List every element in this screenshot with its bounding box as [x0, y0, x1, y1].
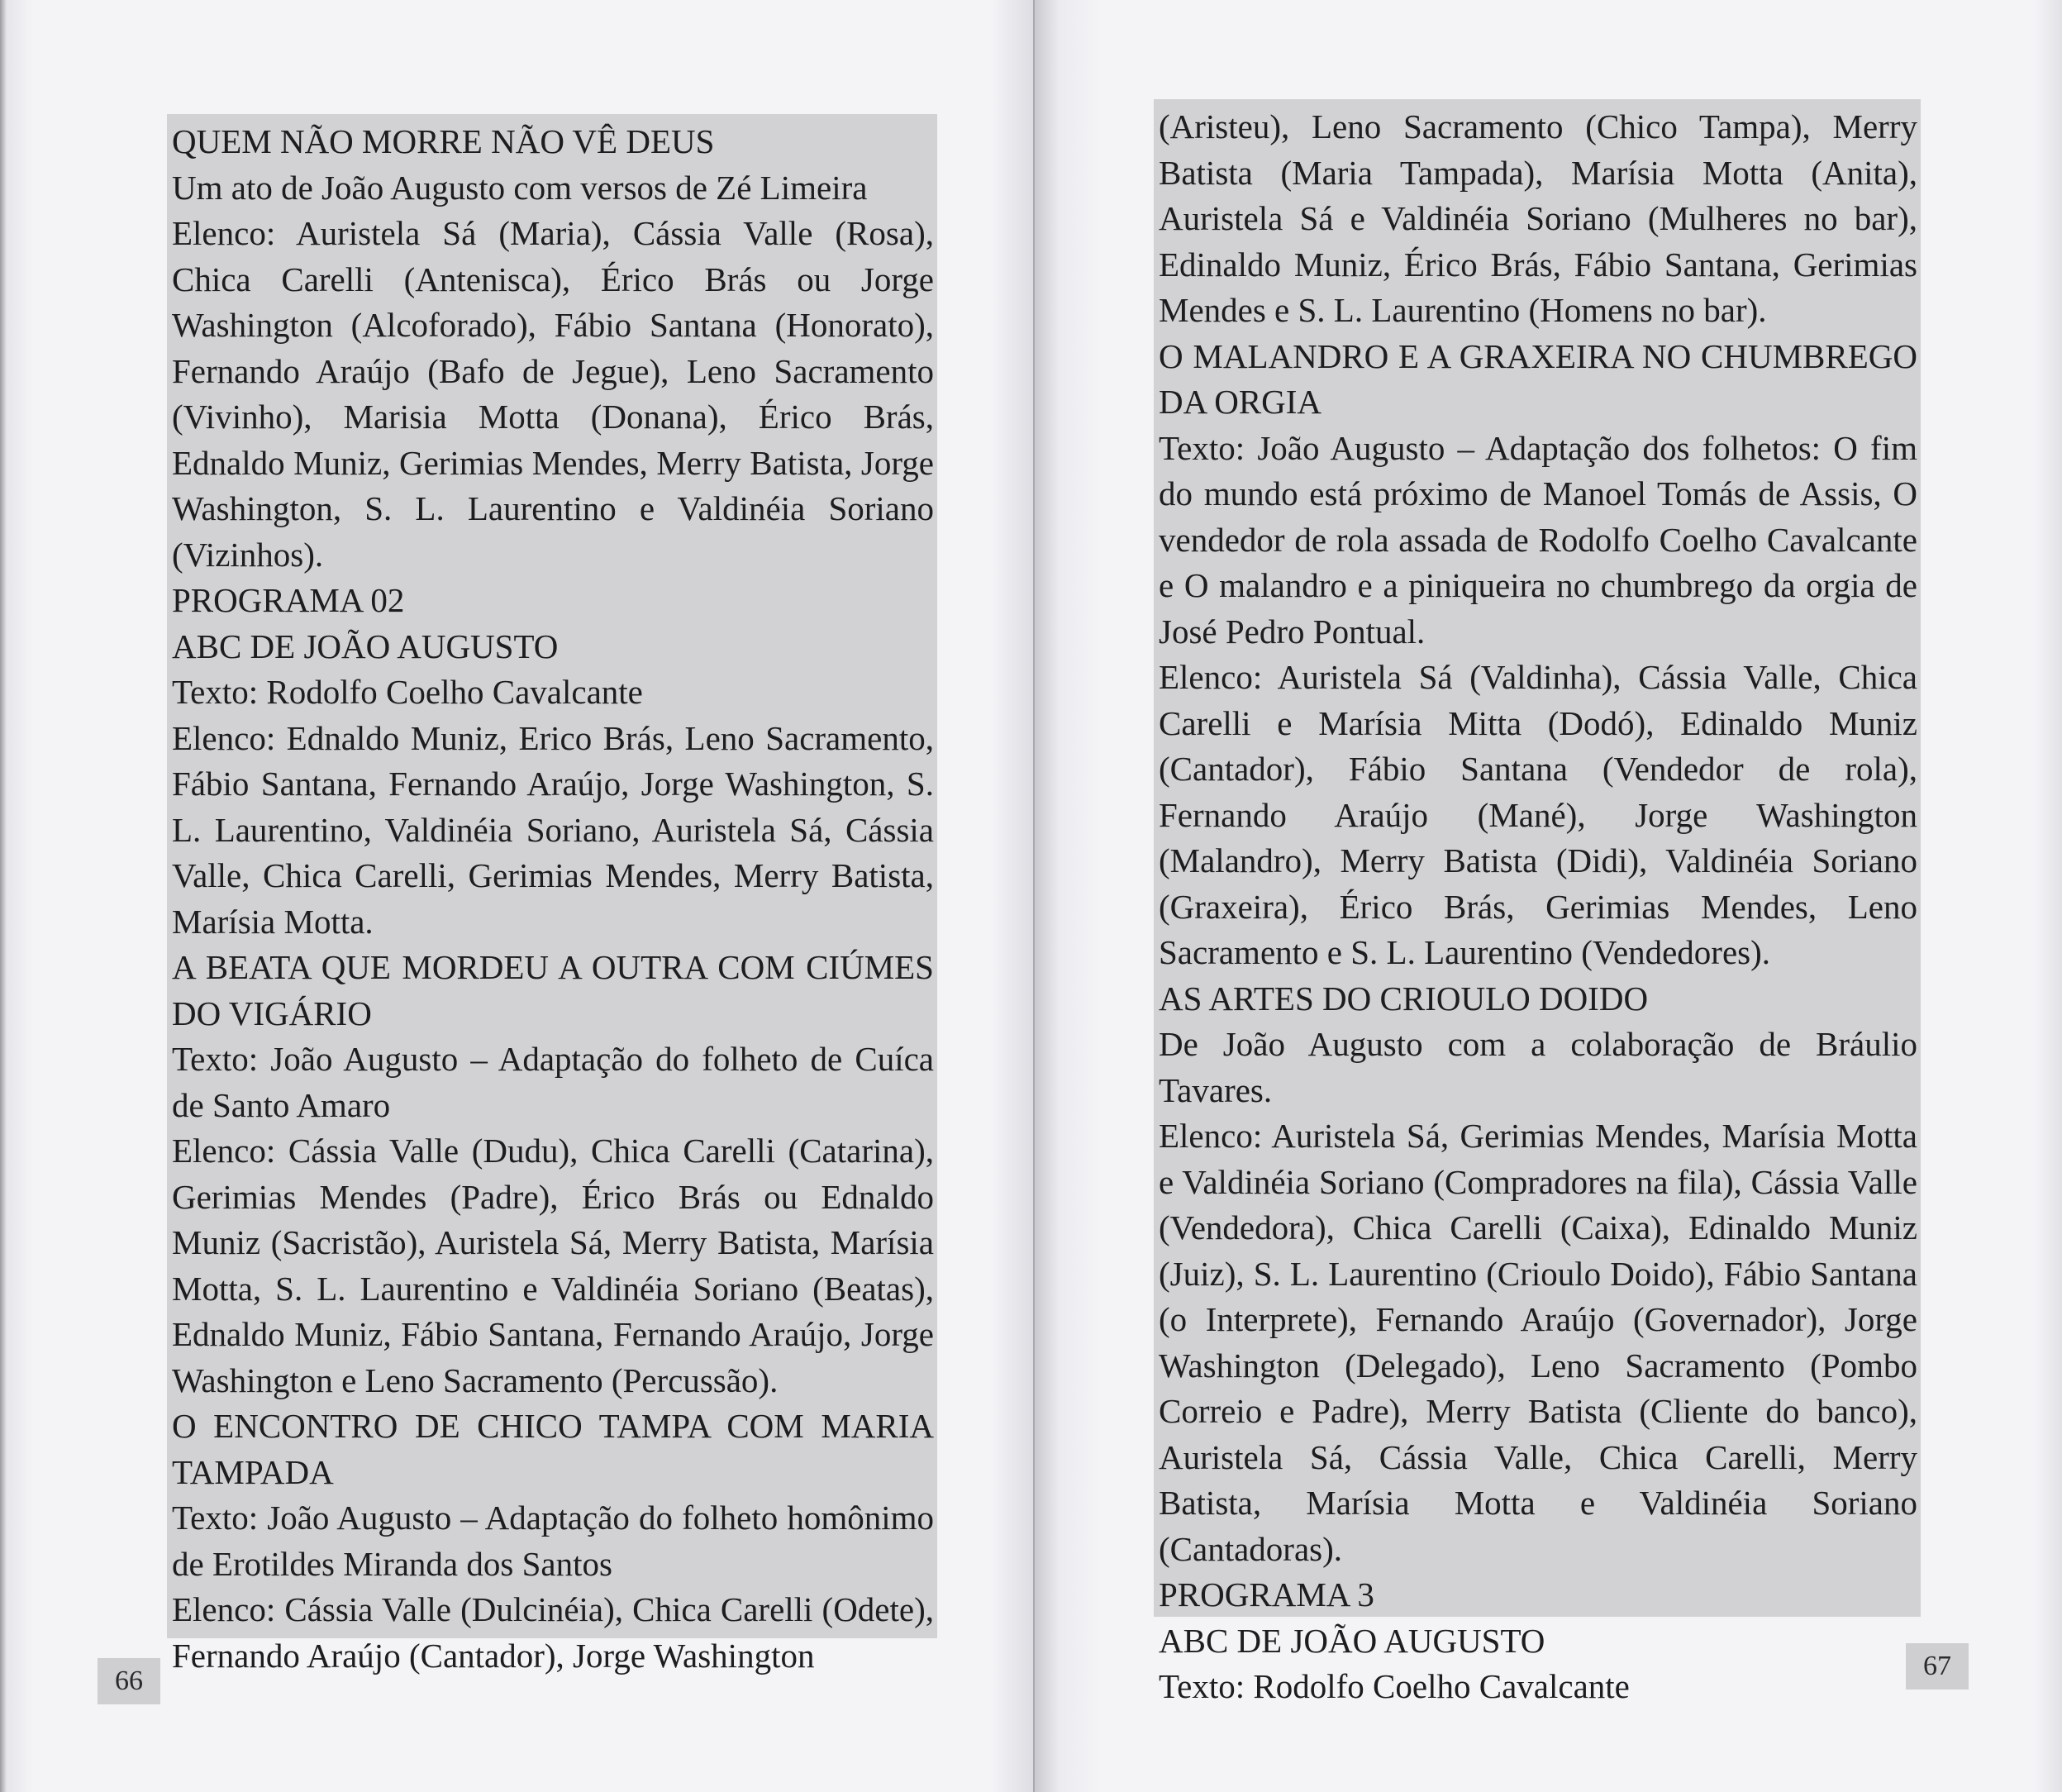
right-page [1035, 0, 2062, 1792]
play-credit: Texto: Rodolfo Coelho Cavalcante [1159, 1667, 1630, 1705]
play-title: O MALANDRO E A GRAXEIRA NO CHUMBREGO DA ORGIA [1159, 336, 1917, 421]
cast-list: Elenco: Cássia Valle (Dudu), Chica Carelli (Catarina), Gerimias Mendes (Padre), Érico Brás ou Ednaldo Muniz (Sacristão), Auristela Sá, Merry Batista, Marísia Motta, S. L. Laurentino e Valdinéia Soriano (Beatas), Ednaldo Muniz, Fábio Santana, Fernando Araújo, Jorge Washington e Leno Sacramento (Percussão). [172, 1132, 934, 1399]
cast-list: Elenco: Cássia Valle (Dulcinéia), Chica Carelli (Odete), Fernando Araújo (Cantador), Jorge Washington [172, 1590, 934, 1675]
play-title: ABC DE JOÃO AUGUSTO [172, 627, 559, 665]
page-number-right: 67 [1906, 1643, 1969, 1690]
play-title: AS ARTES DO CRIOULO DOIDO [1159, 979, 1649, 1018]
play-title: QUEM NÃO MORRE NÃO VÊ DEUS [172, 122, 715, 160]
play-title: A BEATA QUE MORDEU A OUTRA COM CIÚMES DO VIGÁRIO [172, 948, 934, 1032]
cast-list: Elenco: Ednaldo Muniz, Erico Brás, Leno Sacramento, Fábio Santana, Fernando Araújo, Jorge Washington, S. L. Laurentino, Valdinéia Soriano, Auristela Sá, Cássia Valle, Chica Carelli, Gerimias Mendes, Merry Batista, Marísia Motta. [172, 718, 934, 941]
play-credit: Um ato de João Augusto com versos de Zé Limeira [172, 168, 868, 207]
play-credit: Texto: João Augusto – Adaptação do folheto de Cuíca de Santo Amaro [172, 1040, 934, 1124]
cast-list: Elenco: Auristela Sá (Maria), Cássia Valle (Rosa), Chica Carelli (Antenisca), Érico Brás ou Jorge Washington (Alcoforado), Fábio Santana (Honorato), Fernando Araújo (Bafo de Jegue), Leno Sacramento (Vivinho), Marisia Motta (Donana), Érico Brás, Ednaldo Muniz, Gerimias Mendes, Merry Batista, Jorge Washington, S. L. Laurentino e Valdinéia Soriano (Vizinhos). [172, 214, 934, 574]
play-title: O ENCONTRO DE CHICO TAMPA COM MARIA TAMPADA [172, 1407, 934, 1491]
program-heading: PROGRAMA 02 [172, 581, 405, 619]
right-text-block [1154, 99, 1921, 1705]
left-text-block [167, 114, 937, 1675]
play-title: ABC DE JOÃO AUGUSTO [1159, 1621, 1545, 1660]
play-credit: Texto: Rodolfo Coelho Cavalcante [172, 673, 643, 711]
cast-list: (Aristeu), Leno Sacramento (Chico Tampa), Merry Batista (Maria Tampada), Marísia Motta (Anita), Auristela Sá e Valdinéia Soriano (Mulheres no bar), Edinaldo Muniz, Érico Brás, Fábio Santana, Gerimias Mendes e S. L. Laurentino (Homens no bar). [1159, 107, 1917, 329]
play-credit: Texto: João Augusto – Adaptação do folheto homônimo de Erotildes Miranda dos Santos [172, 1499, 934, 1583]
play-credit: Texto: João Augusto – Adaptação dos folhetos: O fim do mundo está próximo de Manoel Tomás de Assis, O vendedor de rola assada de Rodolfo Coelho Cavalcante e O malandro e a piniqueira no chumbrego da orgia de José Pedro Pontual. [1159, 428, 1917, 651]
program-heading: PROGRAMA 3 [1159, 1575, 1374, 1613]
cast-list: Elenco: Auristela Sá, Gerimias Mendes, Marísia Motta e Valdinéia Soriano (Compradores na fila), Cássia Valle (Vendedora), Chica Carelli (Caixa), Edinaldo Muniz (Juiz), S. L. Laurentino (Crioulo Doido), Fábio Santana (o Interprete), Fernando Araújo (Governador), Jorge Washington (Delegado), Leno Sacramento (Pombo Correio e Padre), Merry Batista (Cliente do banco), Auristela Sá, Cássia Valle, Chica Carelli, Merry Batista, Marísia Motta e Valdinéia Soriano (Cantadoras). [1159, 1117, 1917, 1568]
page-number-left: 66 [98, 1658, 160, 1704]
play-credit: De João Augusto com a colaboração de Bráulio Tavares. [1159, 1025, 1917, 1109]
cast-list: Elenco: Auristela Sá (Valdinha), Cássia Valle, Chica Carelli e Marísia Mitta (Dodó), Edinaldo Muniz (Cantador), Fábio Santana (Vendedor de rola), Fernando Araújo (Mané), Jorge Washington (Malandro), Merry Batista (Didi), Valdinéia Soriano (Graxeira), Érico Brás, Gerimias Mendes, Leno Sacramento e S. L. Laurentino (Vendedores). [1159, 658, 1917, 971]
